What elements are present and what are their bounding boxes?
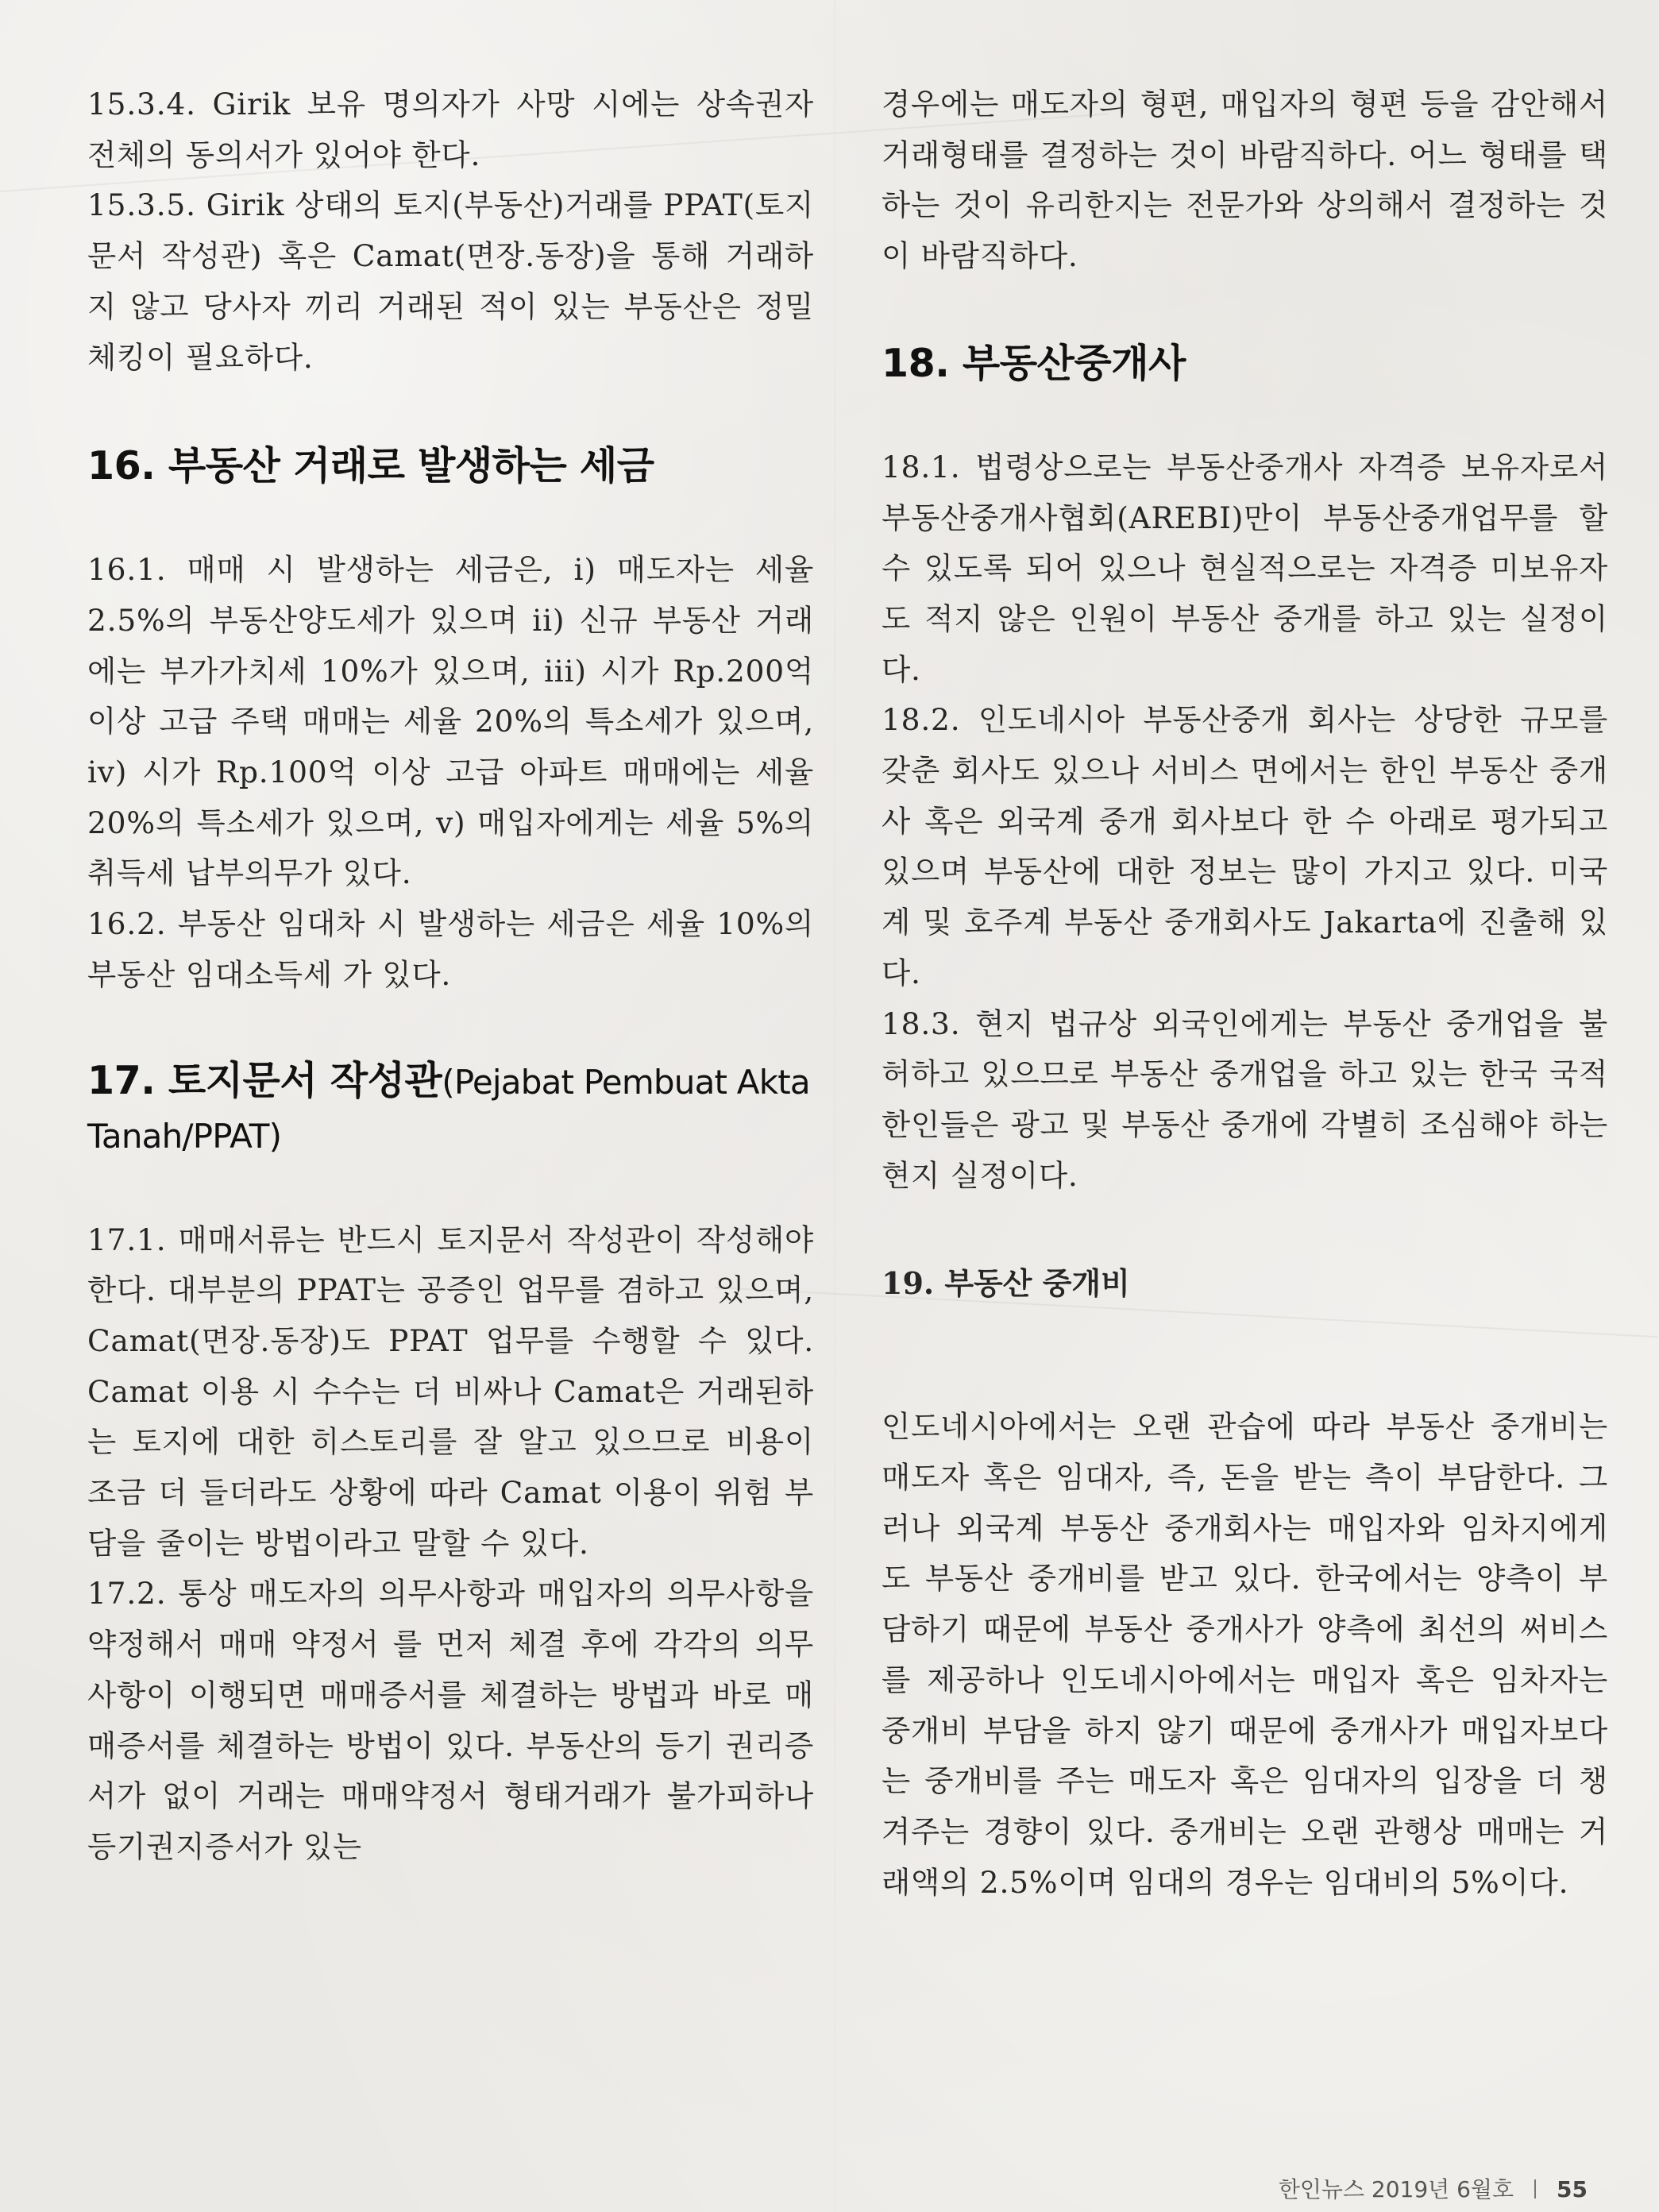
footer-divider: [1534, 2179, 1536, 2198]
paragraph-17-1: 17.1. 매매서류는 반드시 토지문서 작성관이 작성해야 한다. 대부분의 PPAT는 공증인 업무를 겸하고 있으며, Camat(면장.동장)도 PPAT 업무를 수행할 수 있다. Camat 이용 시 수수는 더 비싸나 Camat은 거래된하는 토지에 대한 히스토리를 잘 알고 있으므로 비용이 조금 더 들더라도 상황에 따라 Camat 이용이 위험 부담을 줄이는 방법이라고 말할 수 있다.: [87, 1222, 814, 1561]
section-heading-17-main: 17. 토지문서 작성관: [87, 1057, 442, 1103]
paragraph-15-3-5: 15.3.5. Girik 상태의 토지(부동산)거래를 PPAT(토지문서 작성관) 혹은 Camat(면장.동장)을 통해 거래하지 않고 당사자 끼리 거래된 적이 있는 부동산은 정밀 체킹이 필요하다.: [87, 187, 814, 375]
paragraph-15-3-4: 15.3.4. Girik 보유 명의자가 사망 시에는 상속권자 전체의 동의서가 있어야 한다.: [87, 87, 814, 172]
paper-crease: [834, 0, 835, 2212]
paragraph-17-2: 17.2. 통상 매도자의 의무사항과 매입자의 의무사항을 약정해서 매매 약정서 를 먼저 체결 후에 각각의 의무사항이 이행되면 매매증서를 체결하는 방법과 바로 매매증서를 체결하는 방법이 있다. 부동산의 등기 권리증서가 없이 거래는 매매약정서 형태거래가 불가피하나 등기권지증서가 있는: [87, 1576, 814, 1864]
section-heading-17: [87, 1055, 814, 1163]
right-column: [882, 79, 1608, 1908]
section-heading-17-sub: (Pejabat Pembuat Akta Tanah/PPAT): [87, 1062, 810, 1156]
publication-name: 한인뉴스 2019년 6월호: [1278, 2176, 1514, 2202]
paragraph-16-1: 16.1. 매매 시 발생하는 세금은, i) 매도자는 세율 2.5%의 부동산양도세가 있으며 ii) 신규 부동산 거래에는 부가가치세 10%가 있으며, iii) 시가 Rp.200억 이상 고급 주택 매매는 세율 20%의 특소세가 있으며, iv) 시가 Rp.100억 이상 고급 아파트 매매에는 세율 20%의 특소세가 있으며, v) 매입자에게는 세율 5%의 취득세 납부의무가 있다.: [87, 552, 814, 891]
paragraph-19: 인도네시아에서는 오랜 관습에 따라 부동산 중개비는 매도자 혹은 임대자, 즉, 돈을 받는 측이 부담한다. 그러나 외국계 부동산 중개회사는 매입자와 임차지에게도 부동산 중개비를 받고 있다. 한국에서는 양측이 부담하기 때문에 부동산 중개사가 양측에 최선의 써비스를 제공하나 인도네시아에서는 매입자 혹은 임차자는 중개비 부담을 하지 않기 때문에 중개사가 매입자보다는 중개비를 주는 매도자 혹은 임대자의 입장을 더 챙겨주는 경향이 있다. 중개비는 오랜 관행상 매매는 거래액의 2.5%이며 임대의 경우는 임대비의 5%이다.: [882, 1409, 1608, 1900]
paragraph-18-3: 18.3. 현지 법규상 외국인에게는 부동산 중개업을 불허하고 있으므로 부동산 중개업을 하고 있는 한국 국적 한인들은 광고 및 부동산 중개에 각별히 조심해야 하는 현지 실정이다.: [882, 1006, 1608, 1193]
paragraph-18-1: 18.1. 법령상으로는 부동산중개사 자격증 보유자로서 부동산중개사협회(AREBI)만이 부동산중개업무를 할 수 있도록 되어 있으나 현실적으로는 자격증 미보유자도 적지 않은 인원이 부동산 중개를 하고 있는 실정이다.: [882, 449, 1608, 687]
paragraph-16-2: 16.2. 부동산 임대차 시 발생하는 세금은 세율 10%의 부동산 임대소득세 가 있다.: [87, 906, 814, 992]
page-footer: [1279, 2176, 1588, 2203]
left-column: [87, 79, 814, 1873]
page-number: 55: [1557, 2176, 1588, 2202]
paragraph-18-2: 18.2. 인도네시아 부동산중개 회사는 상당한 규모를 갖춘 회사도 있으나 서비스 면에서는 한인 부동산 중개사 혹은 외국계 중개 회사보다 한 수 아래로 평가되고 있으며 부동산에 대한 정보는 많이 가지고 있다. 미국계 및 호주계 부동산 중개회사도 Jakarta에 진출해 있다.: [882, 702, 1608, 990]
section-heading-18: 18. 부동산중개사: [882, 340, 1186, 386]
section-heading-16: 16. 부동산 거래로 발생하는 세금: [87, 443, 654, 489]
paragraph-17-2-continued: 경우에는 매도자의 형편, 매입자의 형편 등을 감안해서 거래형태를 결정하는 것이 바람직하다. 어느 형태를 택하는 것이 유리한지는 전문가와 상의해서 결정하는 것이 바람직하다.: [882, 87, 1608, 274]
section-heading-19: 19. 부동산 중개비: [882, 1265, 1130, 1302]
